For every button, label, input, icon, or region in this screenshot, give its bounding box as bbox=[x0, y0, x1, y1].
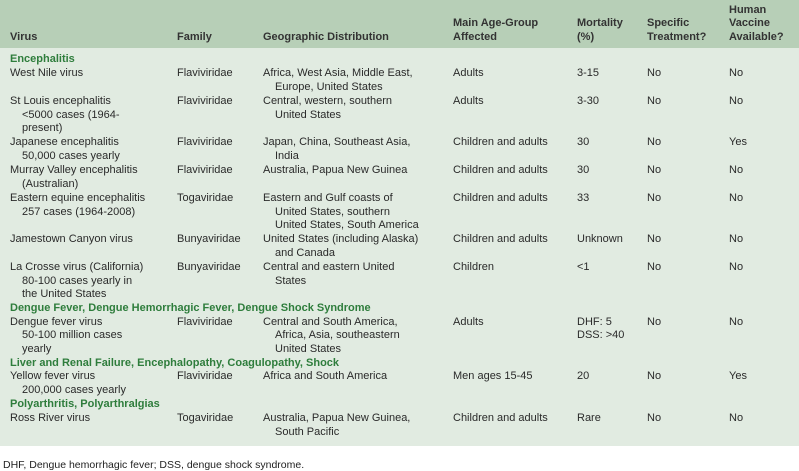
cell-mortality: Unknown bbox=[577, 232, 623, 245]
cell-vaccine: Yes bbox=[729, 135, 747, 148]
cell-mortality: 30 bbox=[577, 135, 590, 148]
cell-age-group: Adults bbox=[453, 94, 484, 107]
section-heading: Liver and Renal Failure, Encephalopathy, Coagulopathy, Shock bbox=[10, 356, 340, 369]
cell-geographic-distribution: Australia, Papua New Guinea bbox=[263, 163, 408, 176]
cell-virus: West Nile virus bbox=[10, 66, 84, 79]
table-row bbox=[0, 261, 799, 302]
column-header-age-group: Main Age-Group Affected bbox=[453, 17, 539, 43]
cell-age-group: Children and adults bbox=[453, 135, 548, 148]
cell-vaccine: No bbox=[729, 232, 744, 245]
cell-virus: Ross River virus bbox=[10, 412, 91, 425]
cell-age-group: Adults bbox=[453, 66, 484, 79]
cell-age-group: Children bbox=[453, 260, 494, 273]
column-header-specific-treatment: Specific Treatment? bbox=[647, 17, 707, 43]
cell-virus: Dengue fever virus 50-100 million cases yearly bbox=[10, 315, 123, 356]
cell-family: Flaviviridae bbox=[177, 370, 233, 383]
table-row bbox=[0, 370, 799, 398]
table-row bbox=[0, 233, 799, 261]
column-header-vaccine: Human Vaccine Available? bbox=[729, 3, 784, 43]
footnote: DHF, Dengue hemorrhagic fever; DSS, dengue shock syndrome. bbox=[3, 459, 305, 471]
cell-specific-treatment: No bbox=[647, 260, 662, 273]
cell-mortality: 3-15 bbox=[577, 66, 600, 79]
cell-specific-treatment: No bbox=[647, 370, 662, 383]
table-row bbox=[0, 136, 799, 164]
cell-family: Flaviviridae bbox=[177, 66, 233, 79]
cell-specific-treatment: No bbox=[647, 232, 662, 245]
column-header-family: Family bbox=[177, 30, 212, 43]
cell-mortality: 3-30 bbox=[577, 94, 600, 107]
cell-geographic-distribution: Central and eastern United States bbox=[263, 260, 395, 287]
cell-geographic-distribution: Africa, West Asia, Middle East, Europe, United States bbox=[263, 66, 413, 93]
cell-geographic-distribution: Australia, Papua New Guinea, South Pacific bbox=[263, 412, 411, 438]
cell-virus: Eastern equine encephalitis 257 cases (1964-2008) bbox=[10, 191, 146, 218]
cell-specific-treatment: No bbox=[647, 66, 662, 79]
cell-geographic-distribution: Eastern and Gulf coasts of United States, southern United States, South America bbox=[263, 191, 419, 232]
cell-virus: Japanese encephalitis 50,000 cases yearly bbox=[10, 135, 120, 162]
column-header-geographic-distribution: Geographic Distribution bbox=[263, 30, 389, 43]
table-row bbox=[0, 67, 799, 95]
table-header bbox=[0, 0, 799, 48]
cell-vaccine: No bbox=[729, 163, 744, 176]
cell-vaccine: No bbox=[729, 315, 744, 328]
cell-specific-treatment: No bbox=[647, 315, 662, 328]
table-row bbox=[0, 164, 799, 192]
column-header-virus: Virus bbox=[10, 30, 38, 43]
cell-age-group: Adults bbox=[453, 315, 484, 328]
cell-vaccine: No bbox=[729, 260, 744, 273]
cell-virus: La Crosse virus (California) 80-100 cases yearly in the United States bbox=[10, 260, 144, 301]
cell-family: Bunyaviridae bbox=[177, 260, 241, 273]
cell-family: Flaviviridae bbox=[177, 135, 233, 148]
cell-age-group: Children and adults bbox=[453, 163, 548, 176]
cell-age-group: Men ages 15-45 bbox=[453, 370, 533, 383]
cell-mortality: 30 bbox=[577, 163, 590, 176]
cell-virus: St Louis encephalitis <5000 cases (1964- present) bbox=[10, 94, 120, 135]
cell-geographic-distribution: United States (including Alaska) and Canada bbox=[263, 232, 419, 259]
cell-family: Togaviridae bbox=[177, 412, 234, 425]
cell-vaccine: Yes bbox=[729, 370, 747, 383]
cell-family: Bunyaviridae bbox=[177, 232, 241, 245]
cell-virus: Jamestown Canyon virus bbox=[10, 232, 133, 245]
table-body bbox=[0, 48, 799, 446]
cell-vaccine: No bbox=[729, 191, 744, 204]
column-header-mortality: Mortality (%) bbox=[577, 17, 623, 43]
cell-mortality: 20 bbox=[577, 370, 590, 383]
cell-age-group: Children and adults bbox=[453, 232, 548, 245]
cell-geographic-distribution: Africa and South America bbox=[263, 370, 388, 383]
cell-family: Flaviviridae bbox=[177, 315, 233, 328]
cell-geographic-distribution: Central, western, southern United States bbox=[263, 94, 393, 121]
cell-specific-treatment: No bbox=[647, 94, 662, 107]
cell-mortality: <1 bbox=[577, 260, 590, 273]
cell-vaccine: No bbox=[729, 412, 744, 425]
section-heading: Polyarthritis, Polyarthralgias bbox=[10, 398, 160, 411]
table-row bbox=[0, 412, 799, 440]
table-row bbox=[0, 316, 799, 357]
table-row bbox=[0, 192, 799, 233]
cell-age-group: Children and adults bbox=[453, 191, 548, 204]
cell-family: Flaviviridae bbox=[177, 94, 233, 107]
cell-specific-treatment: No bbox=[647, 191, 662, 204]
cell-vaccine: No bbox=[729, 94, 744, 107]
table-row bbox=[0, 95, 799, 136]
cell-family: Togaviridae bbox=[177, 191, 234, 204]
section-heading: Encephalitis bbox=[10, 53, 75, 65]
cell-age-group: Children and adults bbox=[453, 412, 548, 425]
cell-virus: Yellow fever virus 200,000 cases yearly bbox=[10, 370, 126, 397]
cell-mortality: 33 bbox=[577, 191, 590, 204]
cell-virus: Murray Valley encephalitis (Australian) bbox=[10, 163, 138, 190]
cell-vaccine: No bbox=[729, 66, 744, 79]
cell-specific-treatment: No bbox=[647, 163, 662, 176]
cell-geographic-distribution: Central and South America, Africa, Asia, southeastern United States bbox=[263, 315, 400, 356]
cell-family: Flaviviridae bbox=[177, 163, 233, 176]
cell-geographic-distribution: Japan, China, Southeast Asia, India bbox=[263, 135, 411, 162]
cell-specific-treatment: No bbox=[647, 412, 662, 425]
cell-mortality: Rare bbox=[577, 412, 601, 425]
cell-mortality: DHF: 5 DSS: >40 bbox=[577, 315, 625, 342]
section-heading: Dengue Fever, Dengue Hemorrhagic Fever, Dengue Shock Syndrome bbox=[10, 301, 371, 314]
cell-specific-treatment: No bbox=[647, 135, 662, 148]
